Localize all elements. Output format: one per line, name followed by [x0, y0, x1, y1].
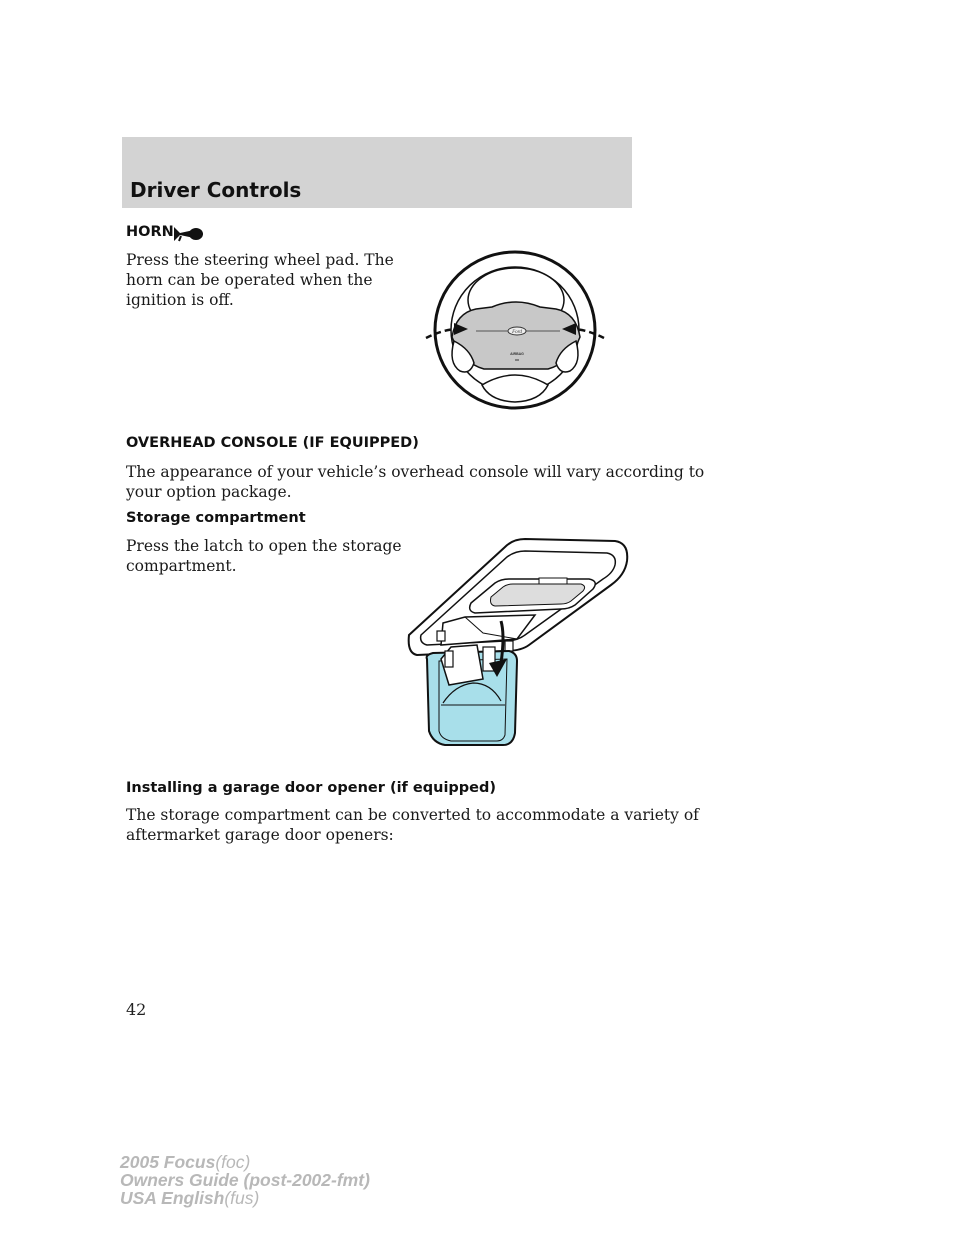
svg-text:Ford: Ford [512, 330, 522, 335]
horn-heading: HORN [126, 224, 174, 240]
document-footer [120, 1153, 370, 1207]
footer-model-code: (foc) [215, 1152, 251, 1172]
overhead-text-line-1: The appearance of your vehicle’s overhead console will vary according to [126, 463, 705, 481]
footer-language-code: (fus) [224, 1188, 260, 1208]
garage-text-line-2: aftermarket garage door openers: [126, 826, 394, 844]
section-title: Driver Controls [130, 178, 302, 202]
storage-text-line-1: Press the latch to open the storage [126, 537, 402, 555]
horn-text-line-3: ignition is off. [126, 291, 234, 309]
horn-icon [172, 224, 206, 244]
svg-text:AIRBAG: AIRBAG [510, 352, 524, 356]
storage-text-line-2: compartment. [126, 557, 237, 575]
footer-guide: Owners Guide (post-2002-fmt) [120, 1170, 370, 1190]
garage-text-line-1: The storage compartment can be converted to accommodate a variety of [126, 806, 699, 824]
horn-text-line-2: horn can be operated when the [126, 271, 373, 289]
overhead-console-heading: OVERHEAD CONSOLE (IF EQUIPPED) [126, 435, 419, 451]
steering-wheel-figure [420, 245, 610, 415]
storage-compartment-heading: Storage compartment [126, 510, 306, 526]
footer-model: 2005 Focus [120, 1152, 216, 1172]
overhead-text-line-2: your option package. [126, 483, 292, 501]
horn-text-line-1: Press the steering wheel pad. The [126, 251, 394, 269]
overhead-console-figure [405, 535, 633, 750]
page-number: 42 [126, 1000, 147, 1019]
footer-language: USA English [120, 1188, 225, 1208]
garage-door-opener-heading: Installing a garage door opener (if equipped) [126, 780, 497, 796]
